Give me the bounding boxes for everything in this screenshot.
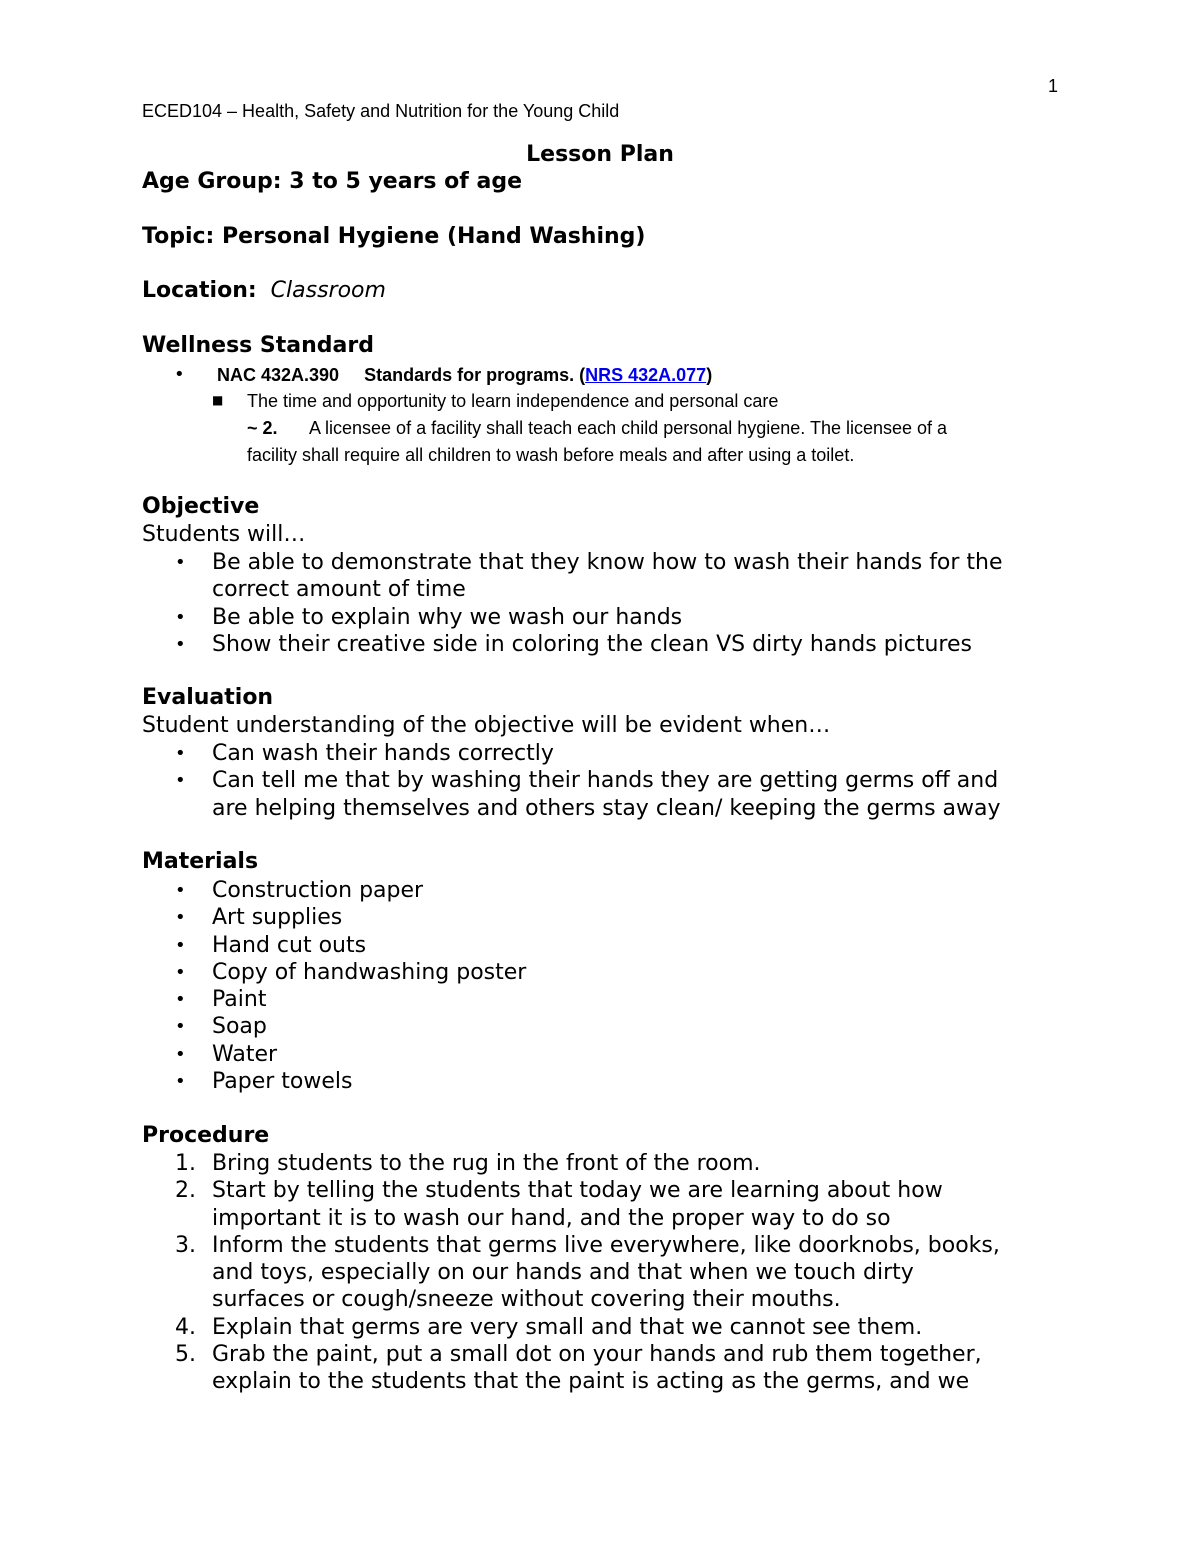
list-item: • Paint bbox=[175, 987, 267, 1013]
list-item: • Be able to explain why we wash our hands bbox=[175, 604, 683, 630]
objective-intro: Students will… bbox=[142, 522, 306, 547]
step-number: 4. bbox=[175, 1314, 196, 1340]
list-item: • Can wash their hands correctly bbox=[175, 741, 554, 766]
clause-text-1: A licensee of a facility shall teach each child personal hygiene. The licensee of a bbox=[309, 418, 948, 438]
bullet-icon: • bbox=[175, 1016, 186, 1038]
list-item: • Can tell me that by washing their hands they are getting germs off and are helping themselves and others stay clean/ keeping the germs away bbox=[175, 768, 1001, 821]
clause-text-2: facility shall require all children to wash before meals and after using a toilet. bbox=[247, 445, 855, 465]
location-label: Location: bbox=[142, 278, 257, 303]
evaluation-heading: Evaluation bbox=[142, 685, 274, 710]
list-item: 2. Start by telling the students that today we are learning about how important it is to wash our hand, and the proper way to do so bbox=[175, 1178, 943, 1231]
nac-code: NAC 432A.390 bbox=[217, 365, 340, 385]
list-item: 4. Explain that germs are very small and that we cannot see them. bbox=[175, 1314, 923, 1340]
bullet-icon: • bbox=[175, 552, 186, 573]
nac-close: ) bbox=[706, 365, 713, 385]
bullet-icon: • bbox=[175, 1071, 186, 1093]
nac-standard bbox=[217, 365, 712, 386]
step-number: 1. bbox=[175, 1151, 196, 1176]
bullet-icon: • bbox=[175, 606, 186, 628]
bullet-icon: • bbox=[175, 907, 186, 929]
list-item: • Art supplies bbox=[175, 905, 343, 931]
bullet-icon: • bbox=[175, 961, 186, 983]
step-number: 3. bbox=[175, 1232, 196, 1258]
materials-heading: Materials bbox=[142, 849, 259, 874]
bullet-icon: • bbox=[175, 743, 186, 764]
course-header: ECED104 – Health, Safety and Nutrition for the Young Child bbox=[142, 101, 620, 121]
page-title: Lesson Plan bbox=[526, 142, 674, 167]
procedure-heading: Procedure bbox=[142, 1123, 270, 1148]
bullet-icon: • bbox=[175, 934, 186, 956]
list-item: • Show their creative side in coloring the clean VS dirty hands pictures bbox=[175, 631, 972, 657]
list-item: • Water bbox=[175, 1041, 278, 1067]
objective-list bbox=[175, 549, 1003, 658]
step-number: 5. bbox=[175, 1342, 196, 1368]
location bbox=[142, 278, 386, 303]
bullet-icon: • bbox=[174, 364, 185, 385]
nrs-link[interactable]: NRS 432A.077 bbox=[585, 365, 707, 385]
bullet-icon: • bbox=[175, 1043, 186, 1065]
nac-title: Standards for programs. ( bbox=[364, 365, 586, 385]
square-bullet-icon: ■ bbox=[212, 393, 224, 407]
bullet-icon: • bbox=[175, 989, 186, 1011]
list-item: • Construction paper bbox=[175, 878, 424, 903]
list-item: 5. Grab the paint, put a small dot on your hands and rub them together, explain to the students that the paint is acting as the germs, and we bbox=[175, 1342, 982, 1395]
evaluation-intro: Student understanding of the objective will be evident when… bbox=[142, 713, 831, 738]
clause-mark: ~ 2. bbox=[247, 418, 278, 438]
wellness-heading: Wellness Standard bbox=[142, 333, 374, 358]
location-value: Classroom bbox=[270, 278, 386, 303]
evaluation-list bbox=[175, 740, 1001, 822]
bullet-icon: • bbox=[175, 770, 186, 792]
wellness-sub-item: The time and opportunity to learn independence and personal care bbox=[247, 391, 779, 411]
bullet-icon: • bbox=[175, 880, 186, 901]
list-item: • Be able to demonstrate that they know how to wash their hands for the correct amount of time bbox=[175, 550, 1003, 603]
age-group: Age Group: 3 to 5 years of age bbox=[142, 169, 523, 194]
list-item: • Hand cut outs bbox=[175, 932, 367, 958]
list-item: 3. Inform the students that germs live everywhere, like doorknobs, books, and toys, especially on our hands and that when we touch dirty surfaces or cough/sneeze without covering their mouths. bbox=[175, 1232, 1000, 1313]
bullet-icon: • bbox=[175, 633, 186, 655]
procedure-list bbox=[175, 1150, 1000, 1396]
list-item: 1. Bring students to the rug in the front of the room. bbox=[175, 1151, 761, 1176]
materials-list bbox=[175, 877, 527, 1095]
list-item: • Copy of handwashing poster bbox=[175, 959, 527, 985]
topic: Topic: Personal Hygiene (Hand Washing) bbox=[142, 224, 646, 249]
page-number: 1 bbox=[1047, 76, 1058, 96]
list-item: • Soap bbox=[175, 1014, 267, 1040]
list-item: • Paper towels bbox=[175, 1069, 353, 1095]
objective-heading: Objective bbox=[142, 494, 260, 519]
step-number: 2. bbox=[175, 1178, 196, 1204]
